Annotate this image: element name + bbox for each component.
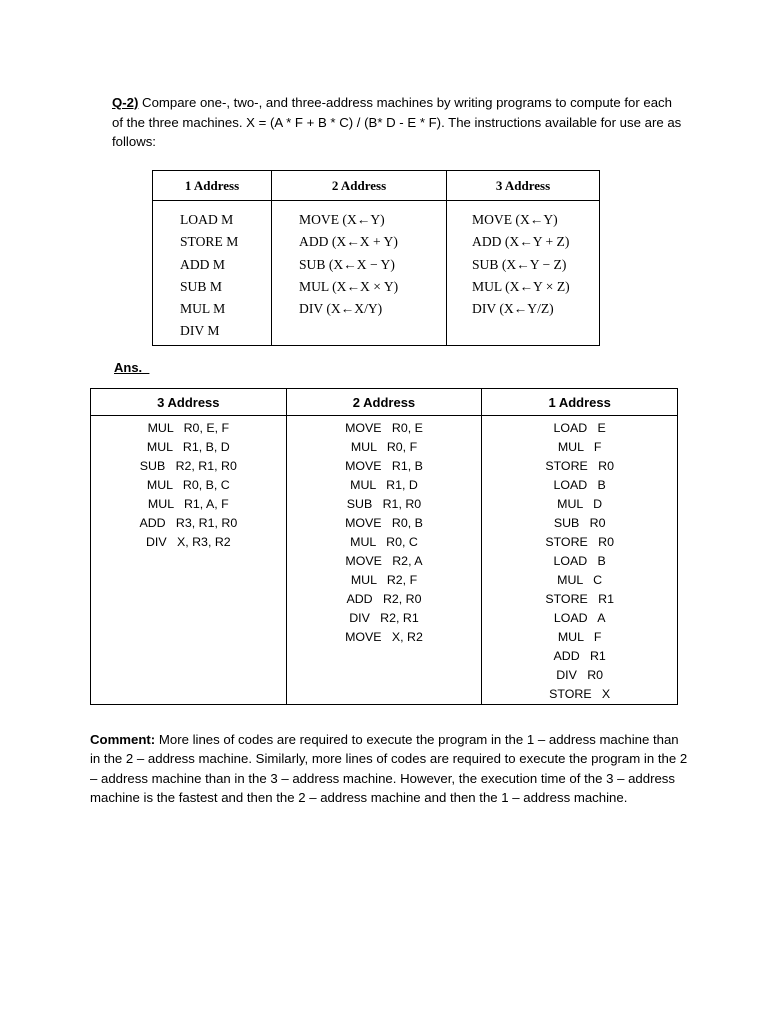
instr-line: LOAD M <box>180 212 234 227</box>
prog-column-1-address <box>482 416 678 705</box>
code-line: ADD R1 <box>553 649 606 663</box>
comment-label: Comment: <box>90 732 156 747</box>
instr-line: ADD M <box>180 256 225 272</box>
instr-line: MUL (X←Y × Z) <box>472 278 570 294</box>
prog-column-2-address <box>286 416 482 705</box>
code-line: MOVE R1, B <box>345 459 423 473</box>
code-line: ADD R2, R0 <box>346 592 422 606</box>
instr-header-1-address: 1 Address <box>153 171 272 201</box>
instruction-table-header-row <box>153 171 600 201</box>
code-line: STORE R1 <box>545 592 614 606</box>
code-line: STORE X <box>549 687 611 701</box>
prog-header-2-address: 2 Address <box>286 389 482 416</box>
instr-line: MUL (X←X × Y) <box>299 278 399 294</box>
comment-text: More lines of codes are required to execute the program in the 1 – address machine than in the 2 – address machine. Similarly, more lines of codes are required to execute the program in the 2 – address machine than in the 3 – address machine. However, the execution time of the 3 – address machine is the fastest and then the 2 – address machine and then the 1 – address machine. <box>90 732 688 805</box>
code-line: MUL R1, A, F <box>147 497 229 511</box>
comment-paragraph <box>90 730 690 807</box>
instr-line: MOVE (X←Y) <box>299 212 385 227</box>
code-line: MOVE R0, E <box>345 421 423 435</box>
instr-line: DIV M <box>180 323 220 339</box>
instr-header-2-address: 2 Address <box>272 171 447 201</box>
code-line: MUL F <box>557 440 602 454</box>
question-text: Compare one-, two-, and three-address machines by writing programs to compute for each of the three machines. X = (A * F + B * C) / (B* D - E * F). The instructions available for use are as follows: <box>112 95 682 149</box>
prog-column-3-address <box>91 416 287 705</box>
prog-header-3-address: 3 Address <box>91 389 287 416</box>
prog-header-1-address: 1 Address <box>482 389 678 416</box>
code-line: MOVE R0, B <box>345 516 423 530</box>
instr-column-1-address <box>153 201 272 346</box>
code-line: MUL R1, D <box>350 478 418 492</box>
code-line: SUB R2, R1, R0 <box>139 459 237 473</box>
code-line: SUB R0 <box>553 516 606 530</box>
program-table-header-row <box>91 389 678 416</box>
instr-column-3-address <box>447 201 600 346</box>
instr-line: MOVE (X←Y) <box>472 212 558 227</box>
answer-label: Ans. <box>114 360 150 375</box>
instruction-table-body-row <box>153 201 600 346</box>
code-line: MUL R2, F <box>350 573 418 587</box>
code-line: LOAD E <box>553 421 606 435</box>
code-line: MOVE R2, A <box>345 554 423 568</box>
code-line: LOAD B <box>553 478 606 492</box>
code-line: LOAD B <box>553 554 606 568</box>
code-line: DIV R0 <box>556 668 604 682</box>
code-line: STORE R0 <box>545 459 614 473</box>
code-line: MUL R0, E, F <box>147 421 230 435</box>
instr-column-2-address <box>272 201 447 346</box>
instr-line: SUB M <box>180 278 222 294</box>
instruction-table <box>152 170 600 346</box>
instr-line: MUL M <box>180 301 226 317</box>
question-paragraph <box>112 93 682 152</box>
program-table-body-row <box>91 416 678 705</box>
instr-line: STORE M <box>180 234 239 250</box>
code-line: MUL F <box>557 630 602 644</box>
program-table <box>90 388 678 705</box>
code-line: MUL R1, B, D <box>146 440 230 454</box>
code-line: DIV X, R3, R2 <box>145 535 231 549</box>
code-line: MUL R0, B, C <box>146 478 230 492</box>
code-line: MUL C <box>557 573 603 587</box>
code-line: MUL D <box>557 497 603 511</box>
instr-line: DIV (X←Y/Z) <box>472 301 554 317</box>
question-number: Q-2) <box>112 95 139 110</box>
instr-header-3-address: 3 Address <box>447 171 600 201</box>
code-line: ADD R3, R1, R0 <box>139 516 238 530</box>
instr-line: ADD (X←Y + Z) <box>472 234 570 250</box>
instr-line: DIV (X←X/Y) <box>299 301 383 317</box>
code-line: MUL R0, C <box>350 535 418 549</box>
instr-line: SUB (X←X − Y) <box>299 256 395 272</box>
code-line: STORE R0 <box>545 535 614 549</box>
code-line: MUL R0, F <box>350 440 418 454</box>
code-line: DIV R2, R1 <box>349 611 419 625</box>
code-line: LOAD A <box>553 611 606 625</box>
code-line: MOVE X, R2 <box>345 630 423 644</box>
instr-line: ADD (X←X + Y) <box>299 234 398 250</box>
code-line: SUB R1, R0 <box>346 497 422 511</box>
instr-line: SUB (X←Y − Z) <box>472 256 567 272</box>
